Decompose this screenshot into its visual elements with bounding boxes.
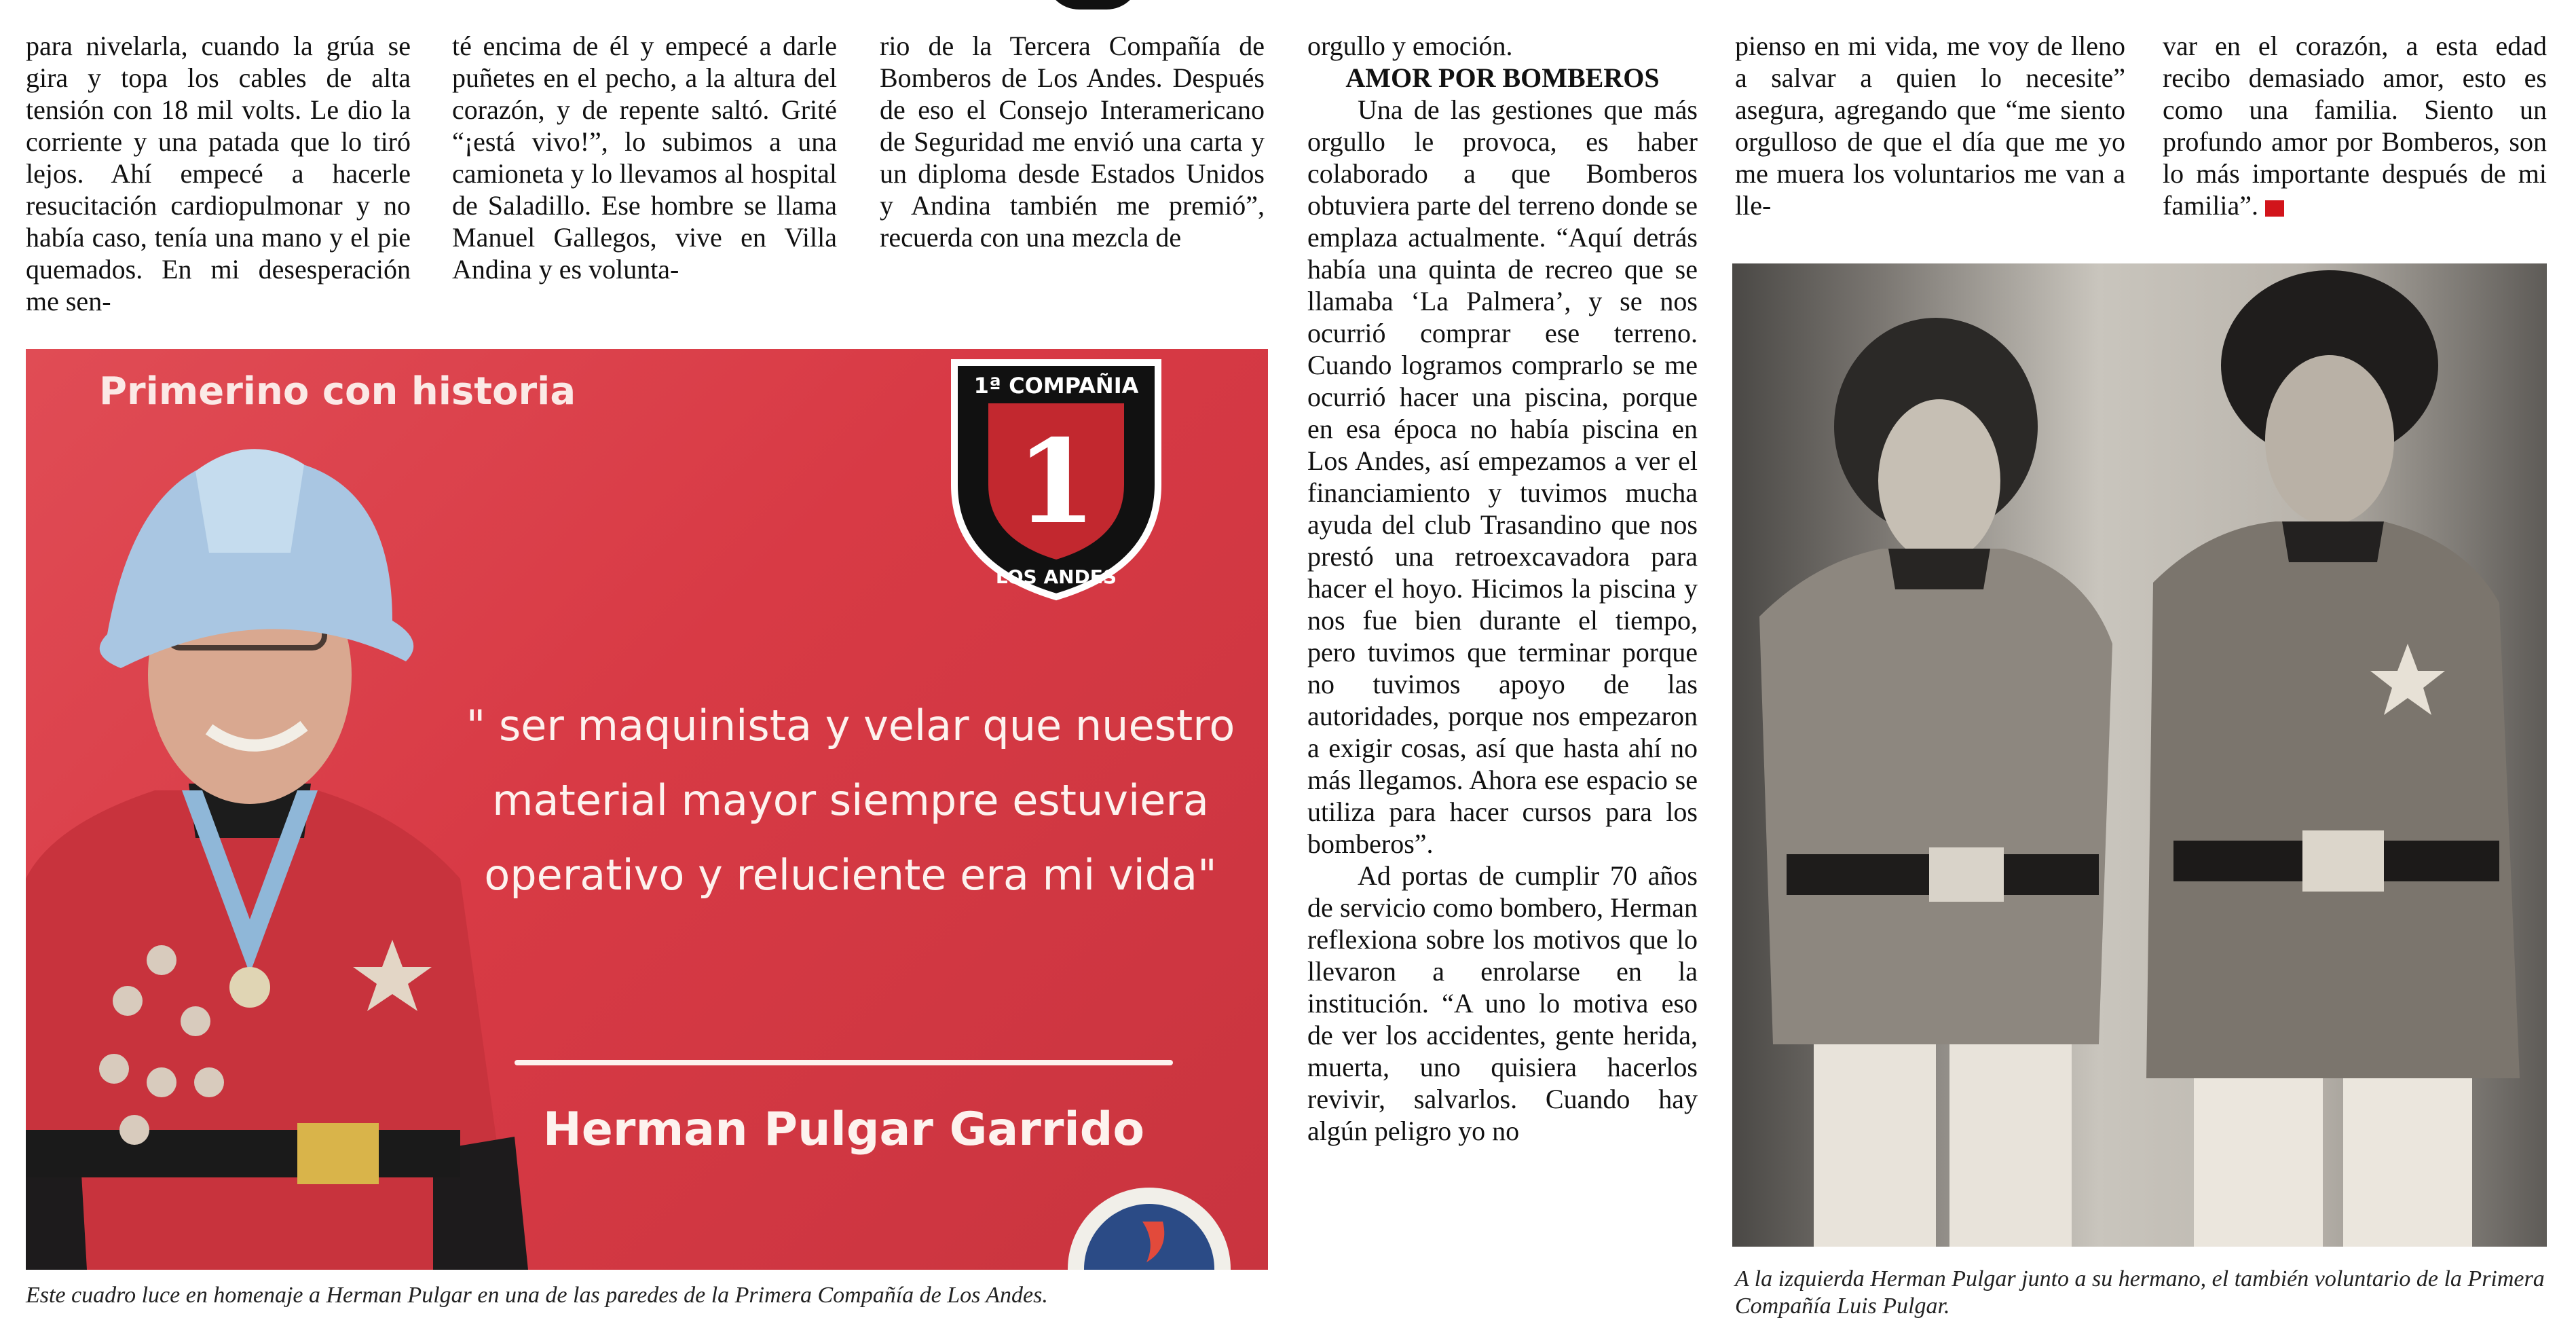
column-6-text: var en el corazón, a esta edad recibo demasiado amor, esto es como una familia. Siento un profundo amor por Bomberos, son lo más importante después de mi familia”.	[2163, 31, 2547, 221]
company-badge	[941, 349, 1172, 607]
brothers-photo-caption: A la izquierda Herman Pulgar junto a su hermano, el también voluntario de la Primera Compañía Luis Pulgar.	[1735, 1266, 2545, 1319]
badge-number: 1	[1015, 414, 1097, 550]
right-firefighter-figure	[2146, 270, 2520, 1247]
article-column-5	[1735, 30, 2125, 221]
column-3-text: rio de la Tercera Compañía de Bomberos de Los Andes. Después de eso el Consejo Interamericano de Seguridad me envió una carta y un diploma desde Estados Unidos y Andina también me premió”, recuerda con una mezcla de	[880, 31, 1265, 253]
article-column-4	[1307, 30, 1698, 1147]
article-column-6	[2163, 30, 2547, 221]
tribute-quote: " ser maquinista y velar que nuestro material mayor siempre estuviera operativo y reluciente era mi vida"	[466, 701, 1235, 900]
article-end-mark	[2265, 200, 2284, 217]
column-4-paragraph-1: Una de las gestiones que más orgullo le provoca, es haber colaborado a que Bomberos obtuviera parte del terreno donde se emplaza actualmente. “Aquí detrás había una quinta de recreo que se llamaba ‘La Palmera’, y se nos ocurrió comprar ese terreno. Cuando logramos comprarlo se me ocurrió hacer una piscina, porque en esa época no había piscina en Los Andes, así empezamos a ver el financiamiento y tuvimos mucha ayuda del club Trasandino que nos prestó una retroexcavadora para hacer el hoyo. Hicimos la piscina y nos fue bien durante el tiempo, pero tuvimos que terminar porque no tuvimos apoyo de las autoridades, porque nos empezaron a exigir cosas, así que hasta ahí no más llegamos. Ahora ese espacio se utiliza para hacer cursos para los bomberos”.	[1307, 94, 1698, 859]
tribute-photo-caption: Este cuadro luce en homenaje a Herman Pulgar en una de las paredes de la Primera Compañía de Los Andes.	[26, 1283, 1048, 1308]
article-column-2	[452, 30, 837, 285]
article-column-1	[26, 30, 411, 317]
column-5-text: pienso en mi vida, me voy de lleno a salvar a quien lo necesite” asegura, agregando que “me siento orgulloso de que el día que me yo me muera los voluntarios me van a lle-	[1735, 31, 2125, 221]
quote-divider	[515, 1060, 1173, 1065]
fire-department-emblem	[1061, 1181, 1237, 1270]
brothers-photo	[1732, 263, 2547, 1247]
column-4-paragraph-2: Ad portas de cumplir 70 años de servicio como bombero, Herman reflexiona sobre los motivos que lo llevaron a enrolarse en la institución. “A uno lo motiva eso de ver los accidentes, gente herida, muerta, uno quisiera hacerlos revivir, salvarlos. Cuando hay algún peligro yo no	[1307, 860, 1698, 1146]
tribute-photo	[26, 349, 1268, 1270]
column-1-text: para nivelarla, cuando la grúa se gira y topa los cables de alta tensión con 18 mil volts. Le dio la corriente y una patada que lo tiró lejos. Ahí empecé a hacerle resucitación cardiopulmonar y no había caso, tenía una mano y el pie quemados. En mi desesperación me sen-	[26, 31, 411, 316]
badge-top-text: 1ª COMPAÑIA	[973, 373, 1139, 399]
column-2-text: té encima de él y empecé a darle puñetes en el pecho, a la altura del corazón, y de repente saltó. Grité “¡está vivo!”, lo subimos a una camioneta y lo llevamos al hospital de Saladillo. Ese hombre se llama Manuel Gallegos, vive en Villa Andina y es volunta-	[452, 31, 837, 285]
column-4-opening: orgullo y emoción.	[1307, 31, 1513, 61]
article-column-3	[880, 30, 1265, 253]
left-firefighter-figure	[1759, 318, 2112, 1247]
section-subheading: AMOR POR BOMBEROS	[1345, 62, 1660, 93]
badge-bottom-text: LOS ANDES	[995, 566, 1117, 588]
photo-kicker: Primerino con historia	[99, 369, 576, 414]
honoree-name: Herman Pulgar Garrido	[542, 1103, 1145, 1156]
page-header-fragment	[1045, 0, 1140, 10]
